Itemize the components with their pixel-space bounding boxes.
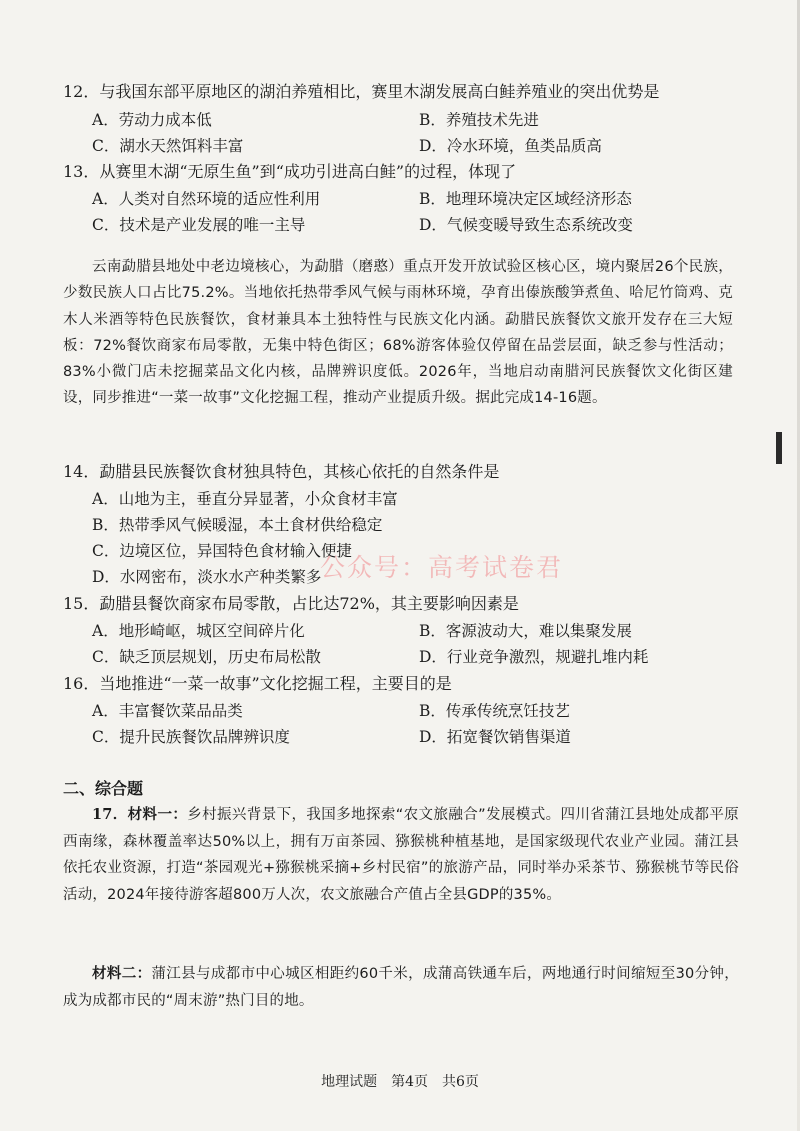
- q12-option-b: B．养殖技术先进: [419, 111, 539, 129]
- material-2-heading: 材料二：: [92, 965, 152, 982]
- q15-option-b: B．客源波动大，难以集聚发展: [419, 622, 632, 640]
- q15-option-a: A．地形崎岖，城区空间碎片化: [92, 622, 305, 640]
- q13-option-d: D．气候变暖导致生态系统改变: [419, 216, 633, 234]
- question-13-stem: 13．从赛里木湖“无原生鱼”到“成功引进高白鲑”的过程，体现了: [63, 162, 517, 181]
- q12-option-a: A．劳动力成本低: [92, 111, 212, 129]
- q12-option-c: C．湖水天然饵料丰富: [92, 137, 244, 155]
- q15-option-c: C．缺乏顶层规划，历史布局松散: [92, 648, 321, 666]
- question-12-stem: 12．与我国东部平原地区的湖泊养殖相比，赛里木湖发展高白鲑养殖业的突出优势是: [63, 82, 660, 101]
- page-footer: 地理试题 第4页 共6页: [321, 1074, 479, 1090]
- reading-passage: 云南勐腊县地处中老边境核心，为勐腊（磨憨）重点开发开放试验区核心区，境内聚居26个民族，少数民族人口占比75.2%。当地依托热带季风气候与雨林环境，孕育出傣族酸笋煮鱼、哈尼竹筒鸡、克木人米酒等特色民族餐饮，食材兼具本土独特性与民族文化内涵。勐腊民族餐饮文旅开发存在三大短板：72%餐饮商家布局零散，无集中特色街区；68%游客体验仅停留在品尝层面，缺乏参与性活动；83%小微门店未挖掘菜品文化内核，品牌辨识度低。2026年，当地启动南腊河民族餐饮文化街区建设，同步推进“一菜一故事”文化挖掘工程，推动产业提质升级。据此完成14-16题。: [63, 259, 733, 407]
- q14-option-a: A．山地为主，垂直分异显著，小众食材丰富: [92, 490, 398, 508]
- q14-option-b: B．热带季风气候暖湿，本土食材供给稳定: [92, 516, 383, 534]
- question-14-stem: 14．勐腊县民族餐饮食材独具特色，其核心依托的自然条件是: [63, 462, 500, 481]
- q17-material-2: [63, 961, 739, 1014]
- q16-option-d: D．拓宽餐饮销售渠道: [419, 728, 571, 746]
- section-heading: 二、综合题: [63, 779, 144, 798]
- question-16-stem: 16．当地推进“一菜一故事”文化挖掘工程，主要目的是: [63, 674, 452, 693]
- material-1-heading: 17．材料一：: [92, 806, 188, 823]
- binding-mark: [776, 432, 782, 464]
- q16-option-a: A．丰富餐饮菜品品类: [92, 702, 243, 720]
- q13-option-c: C．技术是产业发展的唯一主导: [92, 216, 306, 234]
- q14-option-c: C．边境区位，异国特色食材输入便捷: [92, 542, 352, 560]
- material-2-text: 蒲江县与成都市中心城区相距约60千米，成蒲高铁通车后，两地通行时间缩短至30分钟，成为成都市民的“周末游”热门目的地。: [63, 966, 739, 1009]
- q15-option-d: D．行业竞争激烈，规避扎堆内耗: [419, 648, 649, 666]
- q12-option-d: D．冷水环境，鱼类品质高: [419, 137, 602, 155]
- q13-option-b: B．地理环境决定区域经济形态: [419, 190, 632, 208]
- q14-option-d: D．水网密布，淡水水产种类繁多: [92, 568, 322, 586]
- watermark-text: 公众号：高考试卷君: [320, 553, 564, 582]
- material-1-text: 乡村振兴背景下，我国多地探索“农文旅融合”发展模式。四川省蒲江县地处成都平原西南缘，森林覆盖率达50%以上，拥有万亩茶园、猕猴桃种植基地，是国家级现代农业产业园。蒲江县依托农业资源，打造“茶园观光+猕猴桃采摘+乡村民宿”的旅游产品，同时举办采茶节、猕猴桃节等民俗活动，2024年接待游客超800万人次，农文旅融合产值占全县GDP的35%。: [63, 807, 740, 903]
- q17-material-1: [63, 802, 739, 908]
- question-15-stem: 15．勐腊县餐饮商家布局零散，占比达72%，其主要影响因素是: [63, 594, 519, 613]
- q16-option-c: C．提升民族餐饮品牌辨识度: [92, 728, 290, 746]
- q13-option-a: A．人类对自然环境的适应性利用: [92, 190, 321, 208]
- q16-option-b: B．传承传统烹饪技艺: [419, 702, 570, 720]
